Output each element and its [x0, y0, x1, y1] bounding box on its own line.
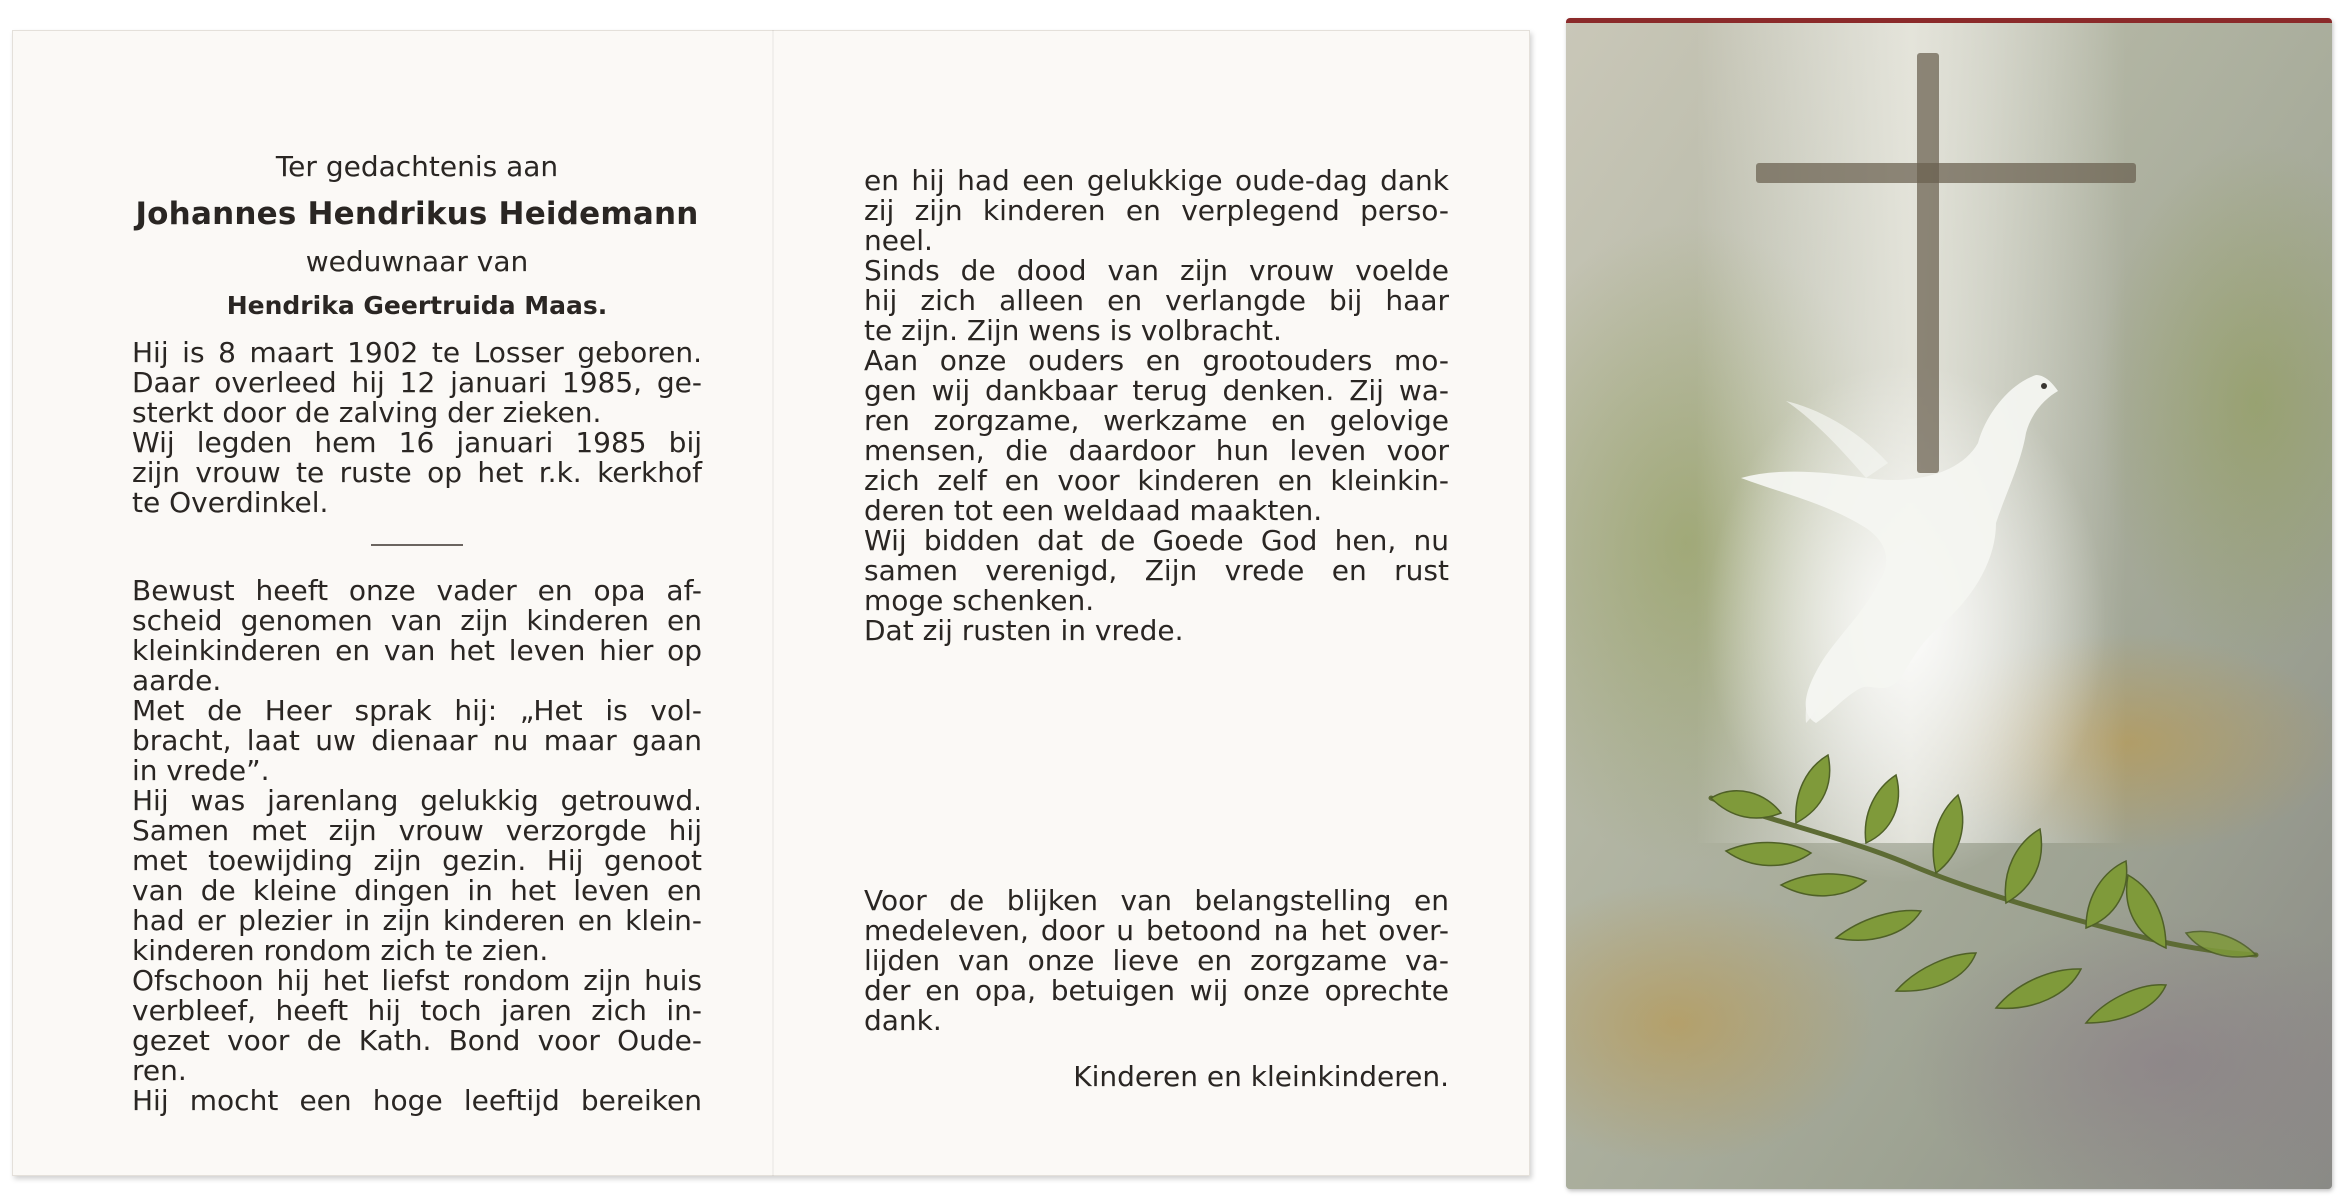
text-line: Voor de blijken van belangstelling en — [864, 884, 1449, 917]
text-line: dank. — [864, 1004, 942, 1037]
text-line: gezet voor de Kath. Bond voor Oude- — [132, 1024, 702, 1057]
text-line: Met de Heer sprak hij: „Het is vol- — [132, 694, 702, 727]
text-line: kinderen rondom zich te zien. — [132, 934, 549, 967]
birth-paragraph — [132, 338, 702, 428]
text-line: Dat zij rusten in vrede. — [864, 614, 1184, 647]
text-line: hij zich alleen en verlangde bij haar — [864, 284, 1449, 317]
text-line: Samen met zijn vrouw verzorgde hij — [132, 814, 702, 847]
text-line: Sinds de dood van zijn vrouw voelde — [864, 254, 1449, 287]
text-line: der en opa, betuigen wij onze oprechte — [864, 974, 1449, 1007]
text-line: zich zelf en voor kinderen en kleinkin- — [864, 464, 1449, 497]
text-line: deren tot een weldaad maakten. — [864, 494, 1323, 527]
text-line: scheid genomen van zijn kinderen en — [132, 604, 702, 637]
text-line: te zijn. Zijn wens is volbracht. — [864, 314, 1282, 347]
text-line: Aan onze ouders en grootouders mo- — [864, 344, 1449, 377]
memorial-card — [12, 30, 1530, 1176]
biography-paragraph-3 — [132, 786, 702, 966]
memorial-illustration — [1566, 18, 2332, 1189]
biography-paragraph-5 — [132, 1086, 702, 1116]
text-line: verbleef, heeft hij toch jaren zich in- — [132, 994, 702, 1027]
text-line: mensen, die daardoor hun leven voor — [864, 434, 1449, 467]
text-line: gen wij dankbaar terug denken. Zij wa- — [864, 374, 1449, 407]
text-line: ren zorgzame, werkzame en gelovige — [864, 404, 1449, 437]
continuation-paragraph-5 — [864, 616, 1449, 646]
text-line: zij zijn kinderen en verplegend perso- — [864, 194, 1449, 227]
dove-eye — [2041, 383, 2047, 389]
text-line: Hij is 8 maart 1902 te Losser geboren. — [132, 336, 702, 369]
text-line: aarde. — [132, 664, 222, 697]
biography-paragraph-1 — [132, 576, 702, 696]
thanks-paragraph — [864, 886, 1449, 1036]
continuation-paragraph-2 — [864, 256, 1449, 346]
right-page — [864, 166, 1449, 1092]
text-line: Ofschoon hij het liefst rondom zijn huis — [132, 964, 702, 997]
spouse-name: Hendrika Geertruida Maas. — [226, 291, 608, 320]
text-line: en hij had een gelukkige oude-dag dank — [864, 164, 1449, 197]
spacer — [864, 646, 1449, 886]
text-line: medeleven, door u betoond na het over- — [864, 914, 1449, 947]
signature: Kinderen en kleinkinderen. — [1073, 1060, 1449, 1093]
left-page — [132, 150, 702, 1116]
biography-paragraph-4 — [132, 966, 702, 1086]
continuation-paragraph-1 — [864, 166, 1449, 256]
text-line: met toewijding zijn gezin. Hij genoot — [132, 844, 702, 877]
text-line: Daar overleed hij 12 januari 1985, ge- — [132, 366, 702, 399]
text-line: lijden van onze lieve en zorgzame va- — [864, 944, 1449, 977]
text-line: zijn vrouw te ruste op het r.k. kerkhof — [132, 456, 702, 489]
divider-line — [371, 544, 463, 546]
text-line: Hij was jarenlang gelukkig getrouwd. — [132, 784, 702, 817]
text-line: Wij bidden dat de Goede God hen, nu — [864, 524, 1449, 557]
text-line: Hij mocht een hoge leeftijd bereiken — [132, 1084, 702, 1117]
text-line: Bewust heeft onze vader en opa af- — [132, 574, 702, 607]
illustration-canvas — [1566, 23, 2332, 1189]
burial-paragraph — [132, 428, 702, 518]
text-line: had er plezier in zijn kinderen en klein- — [132, 904, 702, 937]
continuation-paragraph-3 — [864, 346, 1449, 526]
biography-paragraph-2 — [132, 696, 702, 786]
text-line: samen verenigd, Zijn vrede en rust — [864, 554, 1449, 587]
text-line: Wij legden hem 16 januari 1985 bij — [132, 426, 702, 459]
text-line: te Overdinkel. — [132, 486, 329, 519]
text-line: in vrede”. — [132, 754, 270, 787]
intro-text: Ter gedachtenis aan — [275, 150, 559, 183]
text-line: van de kleine dingen in het leven en — [132, 874, 702, 907]
relation-text: weduwnaar van — [305, 245, 529, 278]
text-line: moge schenken. — [864, 584, 1095, 617]
deceased-name: Johannes Hendrikus Heidemann — [135, 196, 699, 232]
continuation-paragraph-4 — [864, 526, 1449, 616]
text-line: ren. — [132, 1054, 187, 1087]
text-line: kleinkinderen en van het leven hier op — [132, 634, 702, 667]
text-line: sterkt door de zalving der zieken. — [132, 396, 602, 429]
text-line: neel. — [864, 224, 933, 257]
text-line: bracht, laat uw dienaar nu maar gaan — [132, 724, 702, 757]
